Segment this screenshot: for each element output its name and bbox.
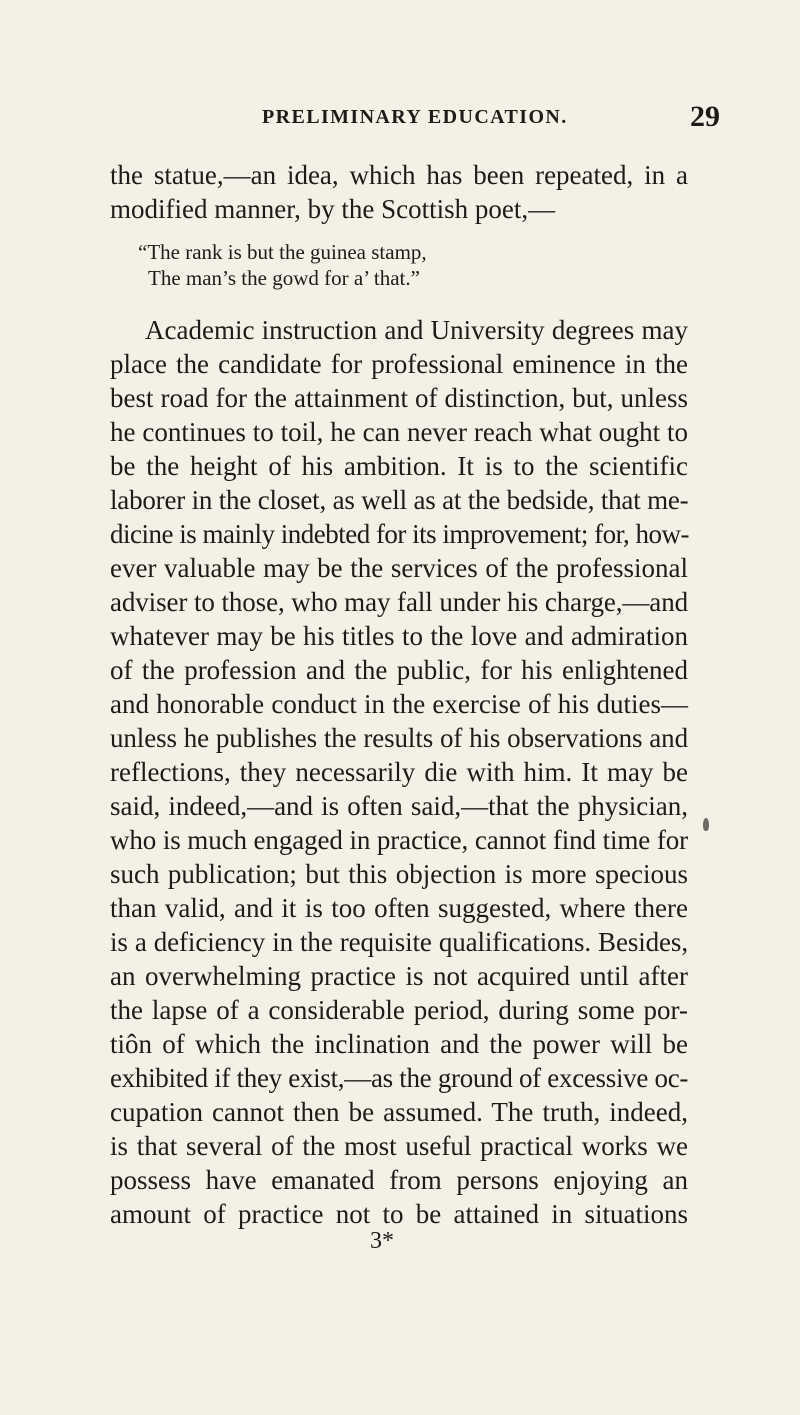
text-line: modified manner, by the Scottish poet,— xyxy=(110,194,556,224)
verse-line: “The rank is but the guinea stamp, xyxy=(138,240,427,264)
signature-mark: 3* xyxy=(370,1228,394,1254)
text-line: an overwhelming practice is not acquired until after xyxy=(110,961,688,991)
ink-speck xyxy=(703,818,709,831)
text-line: unless he publishes the results of his observations and xyxy=(110,723,688,753)
text-line: best road for the attainment of distinction, but, unless xyxy=(110,383,688,413)
text-line: adviser to those, who may fall under his charge,—and xyxy=(110,587,688,617)
text-line: the lapse of a considerable period, during some por- xyxy=(110,995,688,1025)
text-line: of the profession and the public, for his enlightened xyxy=(110,655,688,685)
text-line: Academic instruction and University degrees may xyxy=(145,315,688,345)
text-line: and honorable conduct in the exercise of his duties— xyxy=(110,689,688,719)
page-number: 29 xyxy=(690,100,720,133)
text-line: amount of practice not to be attained in situations xyxy=(110,1199,688,1229)
verse-line: The man’s the gowd for a’ that.” xyxy=(148,266,420,290)
text-line: cupation cannot then be assumed. The truth, indeed, xyxy=(110,1097,688,1127)
text-line: who is much engaged in practice, cannot find time for xyxy=(110,825,689,855)
text-line: place the candidate for professional eminence in the xyxy=(110,349,688,379)
text-line: dicine is mainly indebted for its improvement; for, how- xyxy=(110,519,690,549)
running-head: PRELIMINARY EDUCATION. xyxy=(262,106,568,128)
text-line: exhibited if they exist,—as the ground of excessive oc- xyxy=(110,1063,689,1093)
text-line: reflections, they necessarily die with him. It may be xyxy=(110,757,688,787)
text-line: he continues to toil, he can never reach what ought to xyxy=(110,417,688,447)
text-line: laborer in the closet, as well as at the bedside, that me- xyxy=(110,485,689,515)
text-line: possess have emanated from persons enjoying an xyxy=(110,1165,688,1195)
text-line: whatever may be his titles to the love and admiration xyxy=(110,621,688,651)
text-line: is a deficiency in the requisite qualifications. Besides, xyxy=(110,927,688,957)
text-line: the statue,—an idea, which has been repeated, in a xyxy=(110,160,688,190)
text-line: be the height of his ambition. It is to the scientific xyxy=(110,451,688,481)
text-line: than valid, and it is too often suggested, where there xyxy=(110,893,688,923)
text-line: tiôn of which the inclination and the power will be xyxy=(110,1029,688,1059)
text-line: such publication; but this objection is more specious xyxy=(110,859,688,889)
text-line: ever valuable may be the services of the professional xyxy=(110,553,688,583)
text-line: said, indeed,—and is often said,—that the physician, xyxy=(110,791,688,821)
text-line: is that several of the most useful practical works we xyxy=(110,1131,688,1161)
